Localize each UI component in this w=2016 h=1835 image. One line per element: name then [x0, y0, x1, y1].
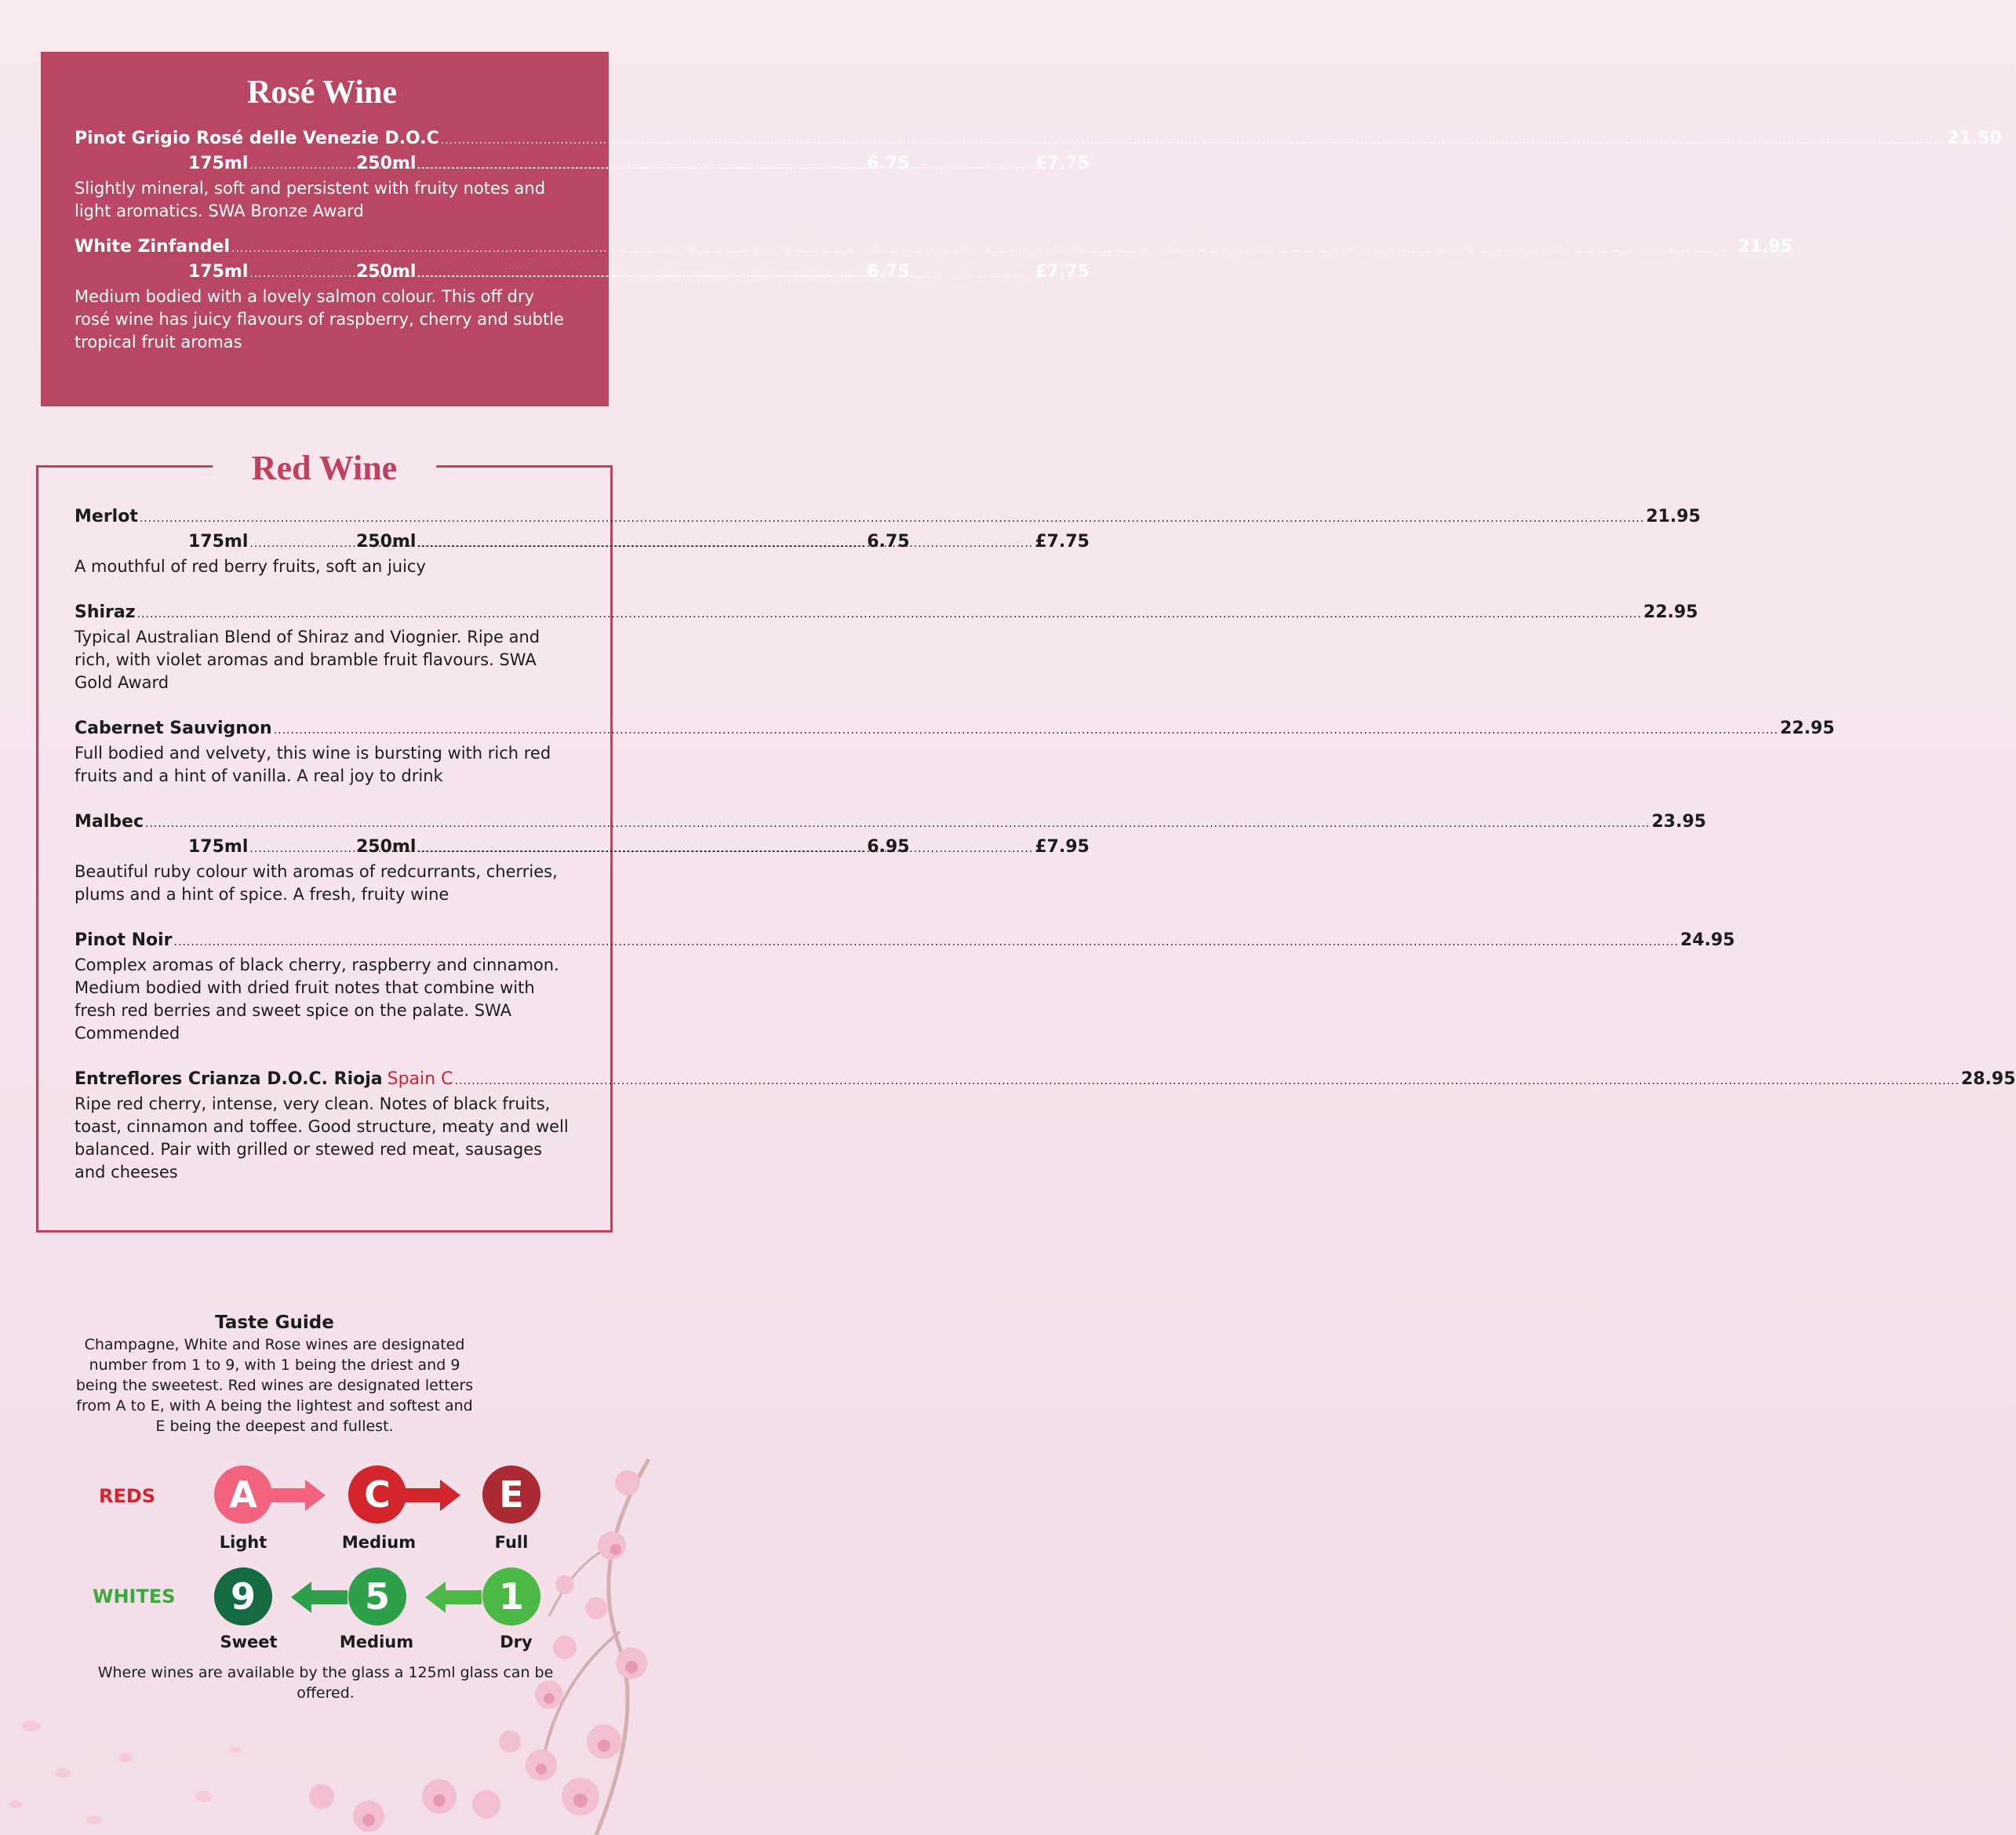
taste-circle-c: C [348, 1465, 406, 1524]
wine-name: Cabernet Sauvignon [75, 719, 272, 738]
taste-guide-text: Champagne, White and Rose wines are designated number from 1 to 9, with 1 being the driest and 9 being the sweetest. Red wines are designated letters from A to E, with A being the lightest and softest and E being the deepest and fullest. [75, 1336, 474, 1435]
large-glass-price: £7.75 [1035, 262, 1090, 282]
taste-circle-e: E [482, 1465, 540, 1524]
large-glass-price: £7.75 [1035, 154, 1090, 173]
dot-leader [231, 238, 1736, 260]
small-glass-price: 6.95 [867, 837, 910, 857]
caption-sweet: Sweet [220, 1633, 278, 1651]
wine-description: Full bodied and velvety, this wine is bursting with rich red fruits and a hint of vanilla. A real joy to drink [75, 744, 551, 785]
large-glass-price: £7.75 [1035, 532, 1090, 552]
dot-leader [137, 603, 1642, 626]
caption-full: Full [494, 1533, 529, 1552]
glass-prices [75, 152, 1090, 177]
red-wine-title: Red Wine [213, 449, 436, 488]
small-glass-label: 175ml [188, 154, 249, 173]
wine-description: A mouthful of red berry fruits, soft an juicy [75, 557, 426, 576]
caption-medium: Medium [339, 1633, 414, 1651]
wine-description: Medium bodied with a lovely salmon colour. This off dry rosé wine has juicy flavours of raspberry, cherry and subtle tropical fruit aromas [75, 287, 564, 351]
large-glass-label: 250ml [356, 532, 417, 552]
wine-description: Beautiful ruby colour with aromas of redcurrants, cherries, plums and a hint of spice. A fresh, fruity wine [75, 862, 558, 904]
taste-circle-5: 5 [348, 1567, 406, 1626]
caption-light: Light [219, 1533, 267, 1552]
wine-item [75, 127, 2002, 223]
glass-prices [75, 260, 1090, 286]
whites-label: WHITES [93, 1586, 176, 1607]
wine-name: White Zinfandel [75, 237, 231, 257]
bottle-price: 21.95 [1646, 507, 1701, 526]
taste-circle-1: 1 [482, 1567, 540, 1626]
dot-leader [174, 931, 1679, 954]
taste-circle-a: A [214, 1465, 272, 1524]
bottle-price: 21.50 [1947, 129, 2002, 148]
dot-leader [274, 719, 1778, 742]
wine-description: Slightly mineral, soft and persistent with fruity notes and light aromatics. SWA Bronze Award [75, 179, 546, 220]
wine-description: Ripe red cherry, intense, very clean. Notes of black fruits, toast, cinnamon and toffee. Good structure, meaty and well balanced. Pair with grilled or stewed red meat, sausages and cheeses [75, 1094, 569, 1181]
wine-name: Malbec [75, 812, 144, 832]
cherry-blossom-icon [0, 1428, 649, 1835]
bottle-price: 21.95 [1738, 237, 1793, 257]
small-glass-price: 6.75 [867, 262, 910, 282]
wine-name: Merlot [75, 507, 138, 526]
small-glass-label: 175ml [188, 837, 249, 857]
wine-name: Entreflores Crianza D.O.C. Rioja [75, 1069, 383, 1089]
wine-description: Complex aromas of black cherry, raspberry and cinnamon. Medium bodied with dried fruit notes that combine with fresh red berries and sweet spice on the palate. SWA Commended [75, 956, 559, 1043]
bottle-price: 24.95 [1680, 930, 1735, 950]
large-glass-label: 250ml [356, 837, 417, 857]
taste-circle-9: 9 [214, 1567, 272, 1626]
dot-leader [441, 129, 1945, 152]
dot-leader [140, 508, 1644, 530]
wine-item [75, 717, 1835, 788]
large-glass-label: 250ml [356, 262, 417, 282]
small-glass-label: 175ml [188, 532, 249, 552]
taste-guide-title: Taste Guide [215, 1313, 334, 1333]
bottle-price: 23.95 [1651, 812, 1707, 832]
wine-name: Pinot Grigio Rosé delle Venezie D.O.C [75, 129, 439, 148]
taste-guide [71, 1312, 479, 1436]
large-glass-label: 250ml [356, 154, 417, 173]
dot-leader [454, 1070, 1959, 1093]
glass-prices [75, 530, 1090, 555]
rose-wine-title: Rosé Wine [247, 75, 397, 111]
wine-item [75, 601, 1698, 694]
glass-footnote: Where wines are available by the glass a 125ml glass can be offered. [97, 1664, 554, 1702]
glass-prices [75, 836, 1090, 861]
rose-wine-section [41, 52, 2002, 406]
wine-description: Typical Australian Blend of Shiraz and Viognier. Ripe and rich, with violet aromas and bramble fruit flavours. SWA Gold Award [75, 628, 540, 692]
large-glass-price: £7.95 [1035, 837, 1090, 857]
origin-tag: Spain C [387, 1069, 453, 1089]
wine-item [75, 505, 1701, 578]
wine-name: Pinot Noir [75, 930, 173, 950]
wine-item [75, 235, 1793, 354]
bottle-price: 22.95 [1780, 719, 1835, 738]
bottle-price: 28.95 [1960, 1069, 2016, 1089]
reds-label: REDS [99, 1485, 156, 1507]
wine-item [75, 810, 1707, 906]
small-glass-price: 6.75 [867, 532, 910, 552]
small-glass-price: 6.75 [867, 154, 910, 173]
wine-item [75, 1068, 2016, 1184]
small-glass-label: 175ml [188, 262, 249, 282]
dot-leader [145, 813, 1650, 836]
caption-medium: Medium [341, 1533, 417, 1552]
wine-item [75, 929, 1735, 1045]
bottle-price: 22.95 [1643, 603, 1698, 622]
caption-dry: Dry [500, 1633, 533, 1651]
wine-name: Shiraz [75, 603, 136, 622]
red-wine-section [36, 449, 2016, 1232]
